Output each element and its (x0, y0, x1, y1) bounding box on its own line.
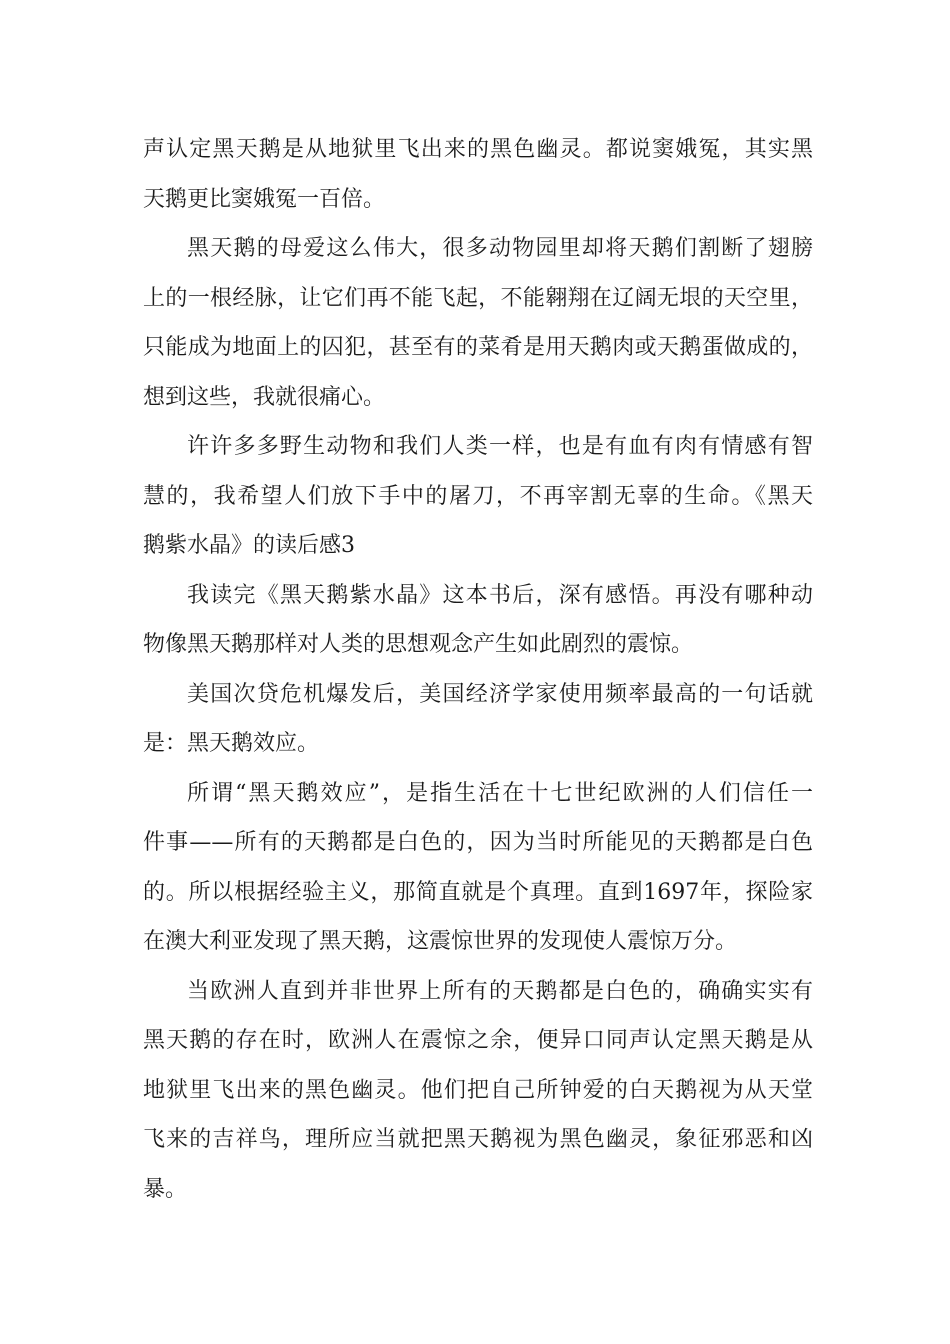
text-line: 许许多多野生动物和我们人类一样，也是有血有肉有情感有智 (187, 434, 813, 459)
text-line: 鹅紫水晶》的读后感3 (143, 533, 355, 558)
text-line: 物像黑天鹅那样对人类的思想观念产生如此剧烈的震惊。 (143, 632, 694, 657)
document-page (143, 125, 813, 1214)
paragraph-2 (143, 224, 813, 422)
text-line: 所谓“黑天鹅效应”，是指生活在十七世纪欧洲的人们信任一 (187, 780, 813, 806)
paragraph-6 (143, 769, 813, 967)
text-line: 黑天鹅的母爱这么伟大，很多动物园里却将天鹅们割断了翅膀 (187, 236, 813, 261)
text-line: 声认定黑天鹅是从地狱里飞出来的黑色幽灵。都说窦娥冤，其实黑 (143, 137, 813, 162)
text-line: 暴。 (143, 1176, 188, 1202)
paragraph-1 (143, 125, 813, 224)
text-line: 在澳大利亚发现了黑天鹅，这震惊世界的发现使人震惊万分。 (143, 929, 738, 954)
paragraph-3 (143, 422, 813, 571)
text-line: 是：黑天鹅效应。 (143, 731, 320, 756)
paragraph-7 (143, 967, 813, 1215)
text-line: 件事——所有的天鹅都是白色的，因为当时所能见的天鹅都是白色 (143, 830, 813, 855)
paragraph-5 (143, 670, 813, 769)
text-line: 的。所以根据经验主义，那简直就是个真理。直到1697年，探险家 (143, 879, 813, 905)
text-line: 飞来的吉祥鸟，理所应当就把黑天鹅视为黑色幽灵，象征邪恶和凶 (143, 1127, 813, 1152)
text-line: 我读完《黑天鹅紫水晶》这本书后，深有感悟。再没有哪种动 (187, 582, 813, 608)
text-line: 美国次贷危机爆发后，美国经济学家使用频率最高的一句话就 (187, 681, 813, 707)
text-line: 黑天鹅的存在时，欧洲人在震惊之余，便异口同声认定黑天鹅是从 (143, 1028, 813, 1053)
text-line: 只能成为地面上的囚犯，甚至有的菜肴是用天鹅肉或天鹅蛋做成的， (143, 335, 813, 360)
paragraph-4 (143, 571, 813, 670)
text-line: 慧的，我希望人们放下手中的屠刀，不再宰割无辜的生命。《黑天 (143, 483, 813, 509)
text-line: 上的一根经脉，让它们再不能飞起，不能翱翔在辽阔无垠的天空里， (143, 285, 813, 311)
text-line: 天鹅更比窦娥冤一百倍。 (143, 186, 386, 212)
text-line: 地狱里飞出来的黑色幽灵。他们把自己所钟爱的白天鹅视为从天堂 (143, 1077, 813, 1103)
text-line: 当欧洲人直到并非世界上所有的天鹅都是白色的，确确实实有 (187, 978, 813, 1004)
text-line: 想到这些，我就很痛心。 (143, 384, 386, 410)
